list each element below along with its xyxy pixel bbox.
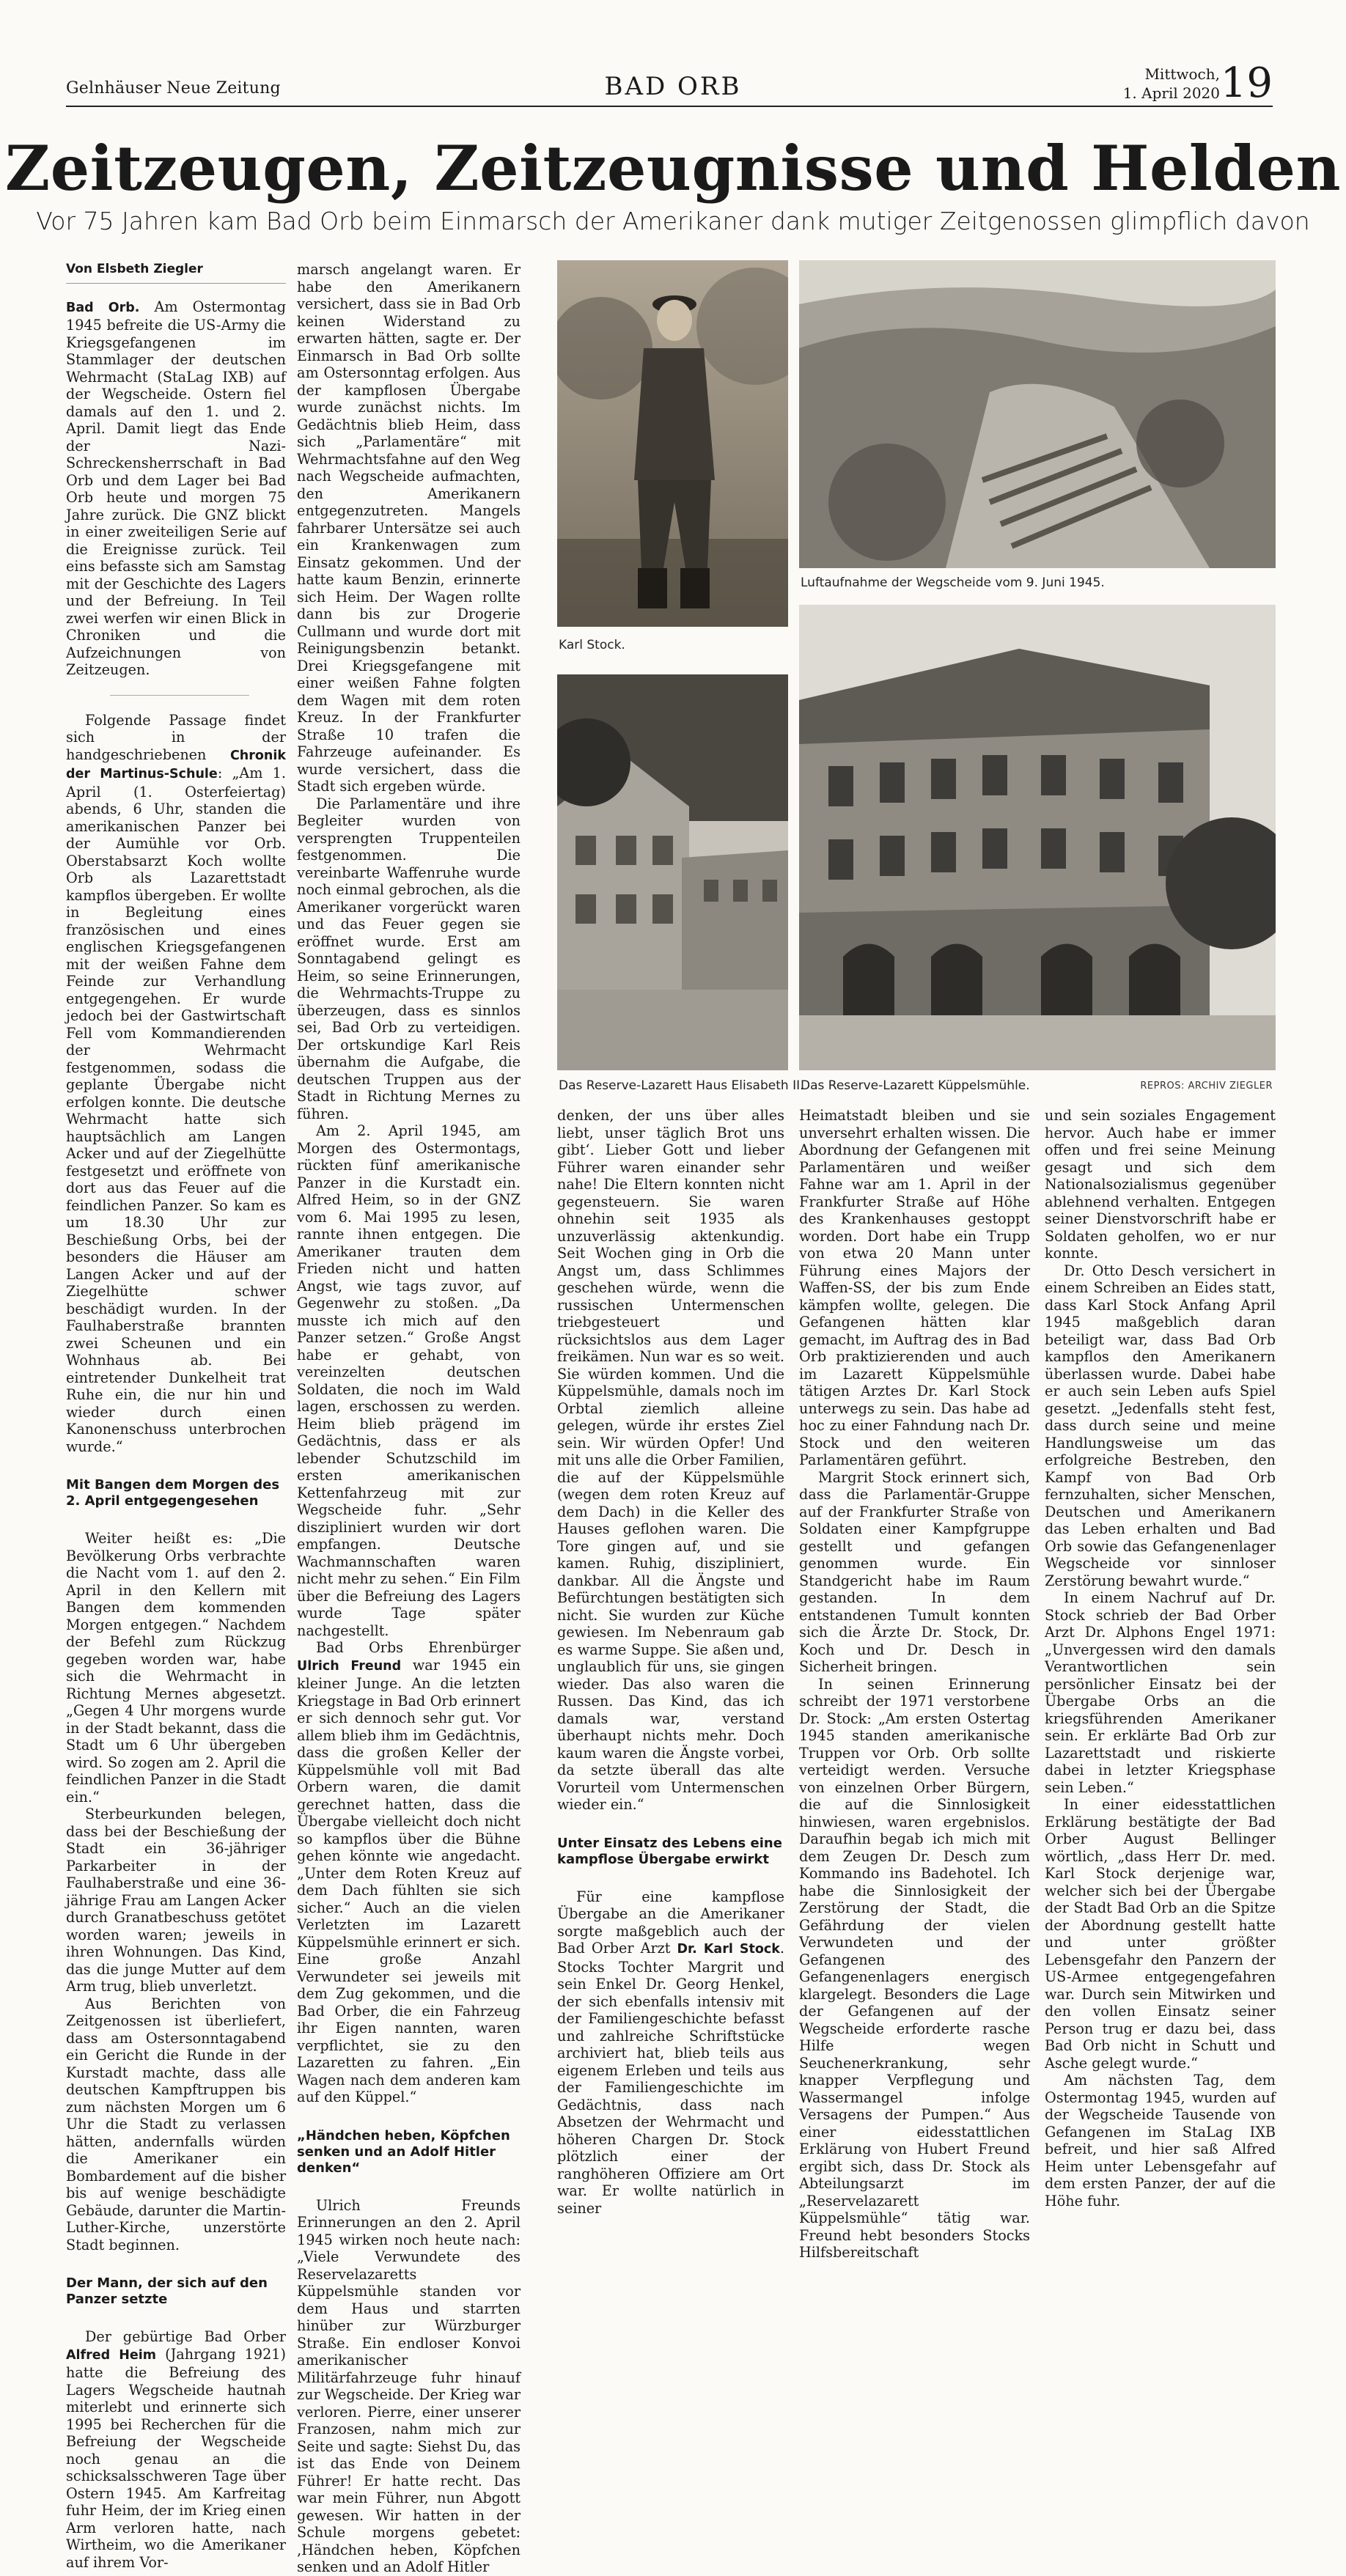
date-day: 1. April 2020 xyxy=(1122,84,1220,102)
photo-karl-stock xyxy=(557,260,788,627)
paragraph: und sein soziales Engagement hervor. Auch habe er immer offen und frei seine Meinung gesagt und sich dem Nationalsozialismus gegenüber ablehnend verhalten. Entgegen seiner Dienstvorschrift habe er Soldaten geholfen, wo er nur konnte. xyxy=(1045,1107,1276,1262)
paragraph: Die Parlamentäre und ihre Begleiter wurden von versprengten Truppenteilen festgenommen. Die vereinbarte Waffenruhe wurde noch einmal gebrochen, als die Amerikaner vorgerückt waren und das Feuer gegen sie eröffnet wurde. Erst am Sonntagabend gelingt es Heim, so seine Erinnerungen, die Wehrmachts-Truppe zu überzeugen, dass es sinnlos sei, Bad Orb zu verteidigen. Der ortskundige Karl Reis übernahm die Aufgabe, die deutschen Truppen aus der Stadt in Richtung Mernes zu führen. xyxy=(297,795,521,1122)
subheading: Unter Einsatz des Lebens eine kampflose Übergabe erwirkt xyxy=(557,1835,782,1867)
paragraph: denken, der uns über alles liebt, unser täglich Brot uns gibt‘. Lieber Gott und lieber Führer waren einander sehr nahe! Die Eltern konnten nicht gegensteuern. Sie waren ohnehin seit 1935 als unzuverlässig aktenkundig. Seit Wochen ging in Orb die Angst um, dass Schlimmes geschehen würde, wenn die russischen Untermenschen triebgesteuert und rücksichtslos aus dem Lager freikämen. Nun war es so weit. Sie würden kommen. Und die Küppelsmühle, damals noch im Orbtal ziemlich alleine gelegen, würde ihr erstes Ziel sein. Wir würden Opfer! Und mit uns alle die Orber Familien, die auf der Küppelsmühle (wegen dem roten Kreuz auf dem Dach) in die Keller des Hauses geflohen waren. Die Tore gingen auf, und sie kamen. Ruhig, diszipliniert, dankbar. All die Ängste und Befürchtungen bestätigten sich nicht. Sie wurden zur Küche gewiesen. Im Nebenraum gab es warme Suppe. Sie aßen und, unglaublich für uns, sie gingen wieder. Das also waren die Russen. Das Kind, das ich damals war, verstand überhaupt nichts mehr. Doch kaum waren die Ängste vorbei, da setzte überall das alte Vorurteil vom Untermenschen wieder ein.“ xyxy=(557,1107,784,1813)
paragraph: Für eine kampflose Übergabe an die Amerikaner sorgte maßgeblich auch der Bad Orber Arzt Dr. Karl Stock. Stocks Tochter Margrit und sein Enkel Dr. Georg Henkel, der sich ebenfalls intensiv mit der Familiengeschichte befasst und zahlreiche Schriftstücke archiviert hat, blieb teils aus eigenem Erleben und teils aus der Familiengeschichte im Gedächtnis, dass nach Absetzen der Wehrmacht und höheren Chargen Dr. Stock plötzlich einer der ranghöheren Offiziere am Ort war. Er wollte natürlich in seiner xyxy=(557,1888,785,2217)
subheading: „Händchen heben, Köpfchen senken und an Adolf Hitler denken“ xyxy=(297,2127,510,2176)
dateline: Bad Orb. xyxy=(66,300,140,315)
subheading: Der Mann, der sich auf den Panzer setzte xyxy=(66,2275,268,2307)
paragraph: Dr. Otto Desch versichert in einem Schreiben an Eides statt, dass Karl Stock Anfang April 1945 maßgeblich daran beteiligt war, dass Bad Orb kampflos den Amerikanern überlassen wurde. Dabei habe er auch sein Leben aufs Spiel gesetzt. „Jedenfalls steht fest, dass durch seine und meine Handlungsweise um das erfolgreiche Bestreben, den Kampf von Bad Orb fernzuhalten, sicher Menschen, Deutschen und Amerikanern das Leben erhalten und Bad Orb sowie das Gefangenenlager Wegscheide vor sinnloser Zerstörung bewahrt wurde.“ xyxy=(1045,1262,1276,1589)
text-column-1 xyxy=(66,261,286,2571)
text-column-4 xyxy=(799,1107,1030,2262)
paragraph: Am nächsten Tag, dem Ostermontag 1945, wurden auf der Wegscheide Tausende von Gefangenen im StaLag IXB befreit, und hier saß Alfred Heim unter Lebensgefahr auf dem ersten Panzer, der auf die Höhe fuhr. xyxy=(1045,2072,1276,2209)
photo-kueppelsmuehle xyxy=(799,605,1276,1070)
paragraph: In seinen Erinnerung schreibt der 1971 verstorbene Dr. Stock: „Am ersten Ostertag 1945 standen amerikanische Truppen vor Orb. Orb sollte verteidigt werden. Versuche von einzelnen Orber Bürgern, die auf die Sinnlosigkeit hinwiesen, waren ergebnislos. Daraufhin begab ich mich mit dem Zeugen Dr. Desch zum Kommando ins Badehotel. Ich habe die Sinnlosigkeit der Zerstörung der Stadt, die Gefährdung der vielen Verwundeten und der Gefangenen des Gefangenenlagers energisch klargelegt. Besonders die Lage der Gefangenen auf der Wegscheide erforderte rasche Hilfe wegen Seuchenerkrankung, sehr knapper Verpflegung und Wassermangel infolge Versagens der Pumpen.“ Aus einer eidesstattlichen Erklärung von Hubert Freund ergibt sich, dass Dr. Stock als Abteilungsarzt im „Reservelazarett Küppelsmühle“ tätig war. Freund hebt besonders Stocks Hilfsbereitschaft xyxy=(799,1675,1030,2261)
paragraph: Sterbeurkunden belegen, dass bei der Beschießung der Stadt ein 36-jähriger Parkarbeiter in der Faulhaberstraße und eine 36-jährige Frau am Langen Acker durch Granatbeschuss getötet worden waren; jeweils in ihren Wohnungen. Das Kind, das die junge Mutter auf dem Arm trug, blieb unverletzt. xyxy=(66,1806,286,1995)
photo-haus-elisabeth xyxy=(557,674,788,1070)
photo-credit: REPROS: ARCHIV ZIEGLER xyxy=(1140,1081,1273,1092)
paragraph: Der gebürtige Bad Orber Alfred Heim (Jahrgang 1921) hatte die Befreiung des Lagers Wegscheide hautnah miterlebt und erinnerte sich 1995 bei Recherchen für die Befreiung der Wegscheide noch genau an die schicksalsschweren Tage über Ostern 1945. Am Karfreitag fuhr Heim, der im Krieg einen Arm verloren hatte, nach Wirtheim, wo die Amerikaner auf ihrem Vor- xyxy=(66,2328,286,2571)
article-title: Zeitzeugen, Zeitzeugnisse und Helden xyxy=(4,132,1342,205)
photo-caption: Das Reserve-Lazarett Küppelsmühle. xyxy=(801,1078,1030,1093)
date-weekday: Mittwoch, xyxy=(1144,65,1220,83)
paragraph: Heimatstadt bleiben und sie unversehrt erhalten wissen. Die Abordnung der Gefangenen mit Parlamentären und weißer Fahne war am 1. April in der Frankfurter Straße auf Höhe des Krankenhauses gestoppt worden. Dort habe ein Trupp von etwa 20 Mann unter Führung eines Majors der Waffen-SS, der bis zum Ende kämpfen wollte, gelegen. Die Gefangenen hätten klar gemacht, im Auftrag des in Bad Orb praktizierenden und auch im Lazarett Küppelsmühle tätigen Arztes Dr. Karl Stock unterwegs zu sein. Das habe ad hoc zu einer Fahndung nach Dr. Stock und den weiteren Parlamentären geführt. xyxy=(799,1107,1030,1468)
photo-caption: Luftaufnahme der Wegscheide vom 9. Juni 1945. xyxy=(801,575,1105,590)
byline: Von Elsbeth Ziegler xyxy=(66,261,286,284)
paragraph: Folgende Passage findet sich in der handgeschriebenen Chronik der Martinus-Schule: „Am 1. April (1. Osterfeiertag) abends, 6 Uhr, standen die amerikanischen Panzer bei der Aumühle vor Orb. Oberstabsarzt Koch wollte Orb als Lazarettstadt kampflos übergeben. Er wollte in Begleitung eines französischen und eines englischen Kriegsgefangenen mit der weißen Fahne dem Feinde zur Verhandlung entgegengehen. Er wurde jedoch bei der Gastwirtschaft Fell vom Kommandierenden der Wehrmacht festgenommen, sodass die geplante Übergabe nicht erfolgen konnte. Die deutsche Wehrmacht hatte sich hauptsächlich am Langen Acker und auf der Ziegelhütte festgesetzt und eröffnete von dort aus das Feuer auf die feindlichen Panzer. So kam es um 18.30 Uhr zur Beschießung Orbs, bei der besonders die Häuser am Langen Acker und auf der Ziegelhütte schwer beschädigt wurden. In der Faulhaberstraße brannten zwei Scheunen und ein Wohnhaus ab. Bei eintretender Dunkelheit trat Ruhe ein, die nur hin und wieder durch einen Kanonenschuss unterbrochen wurde.“ xyxy=(66,711,286,1455)
paragraph: In einer eidesstattlichen Erklärung bestätigte der Bad Orber August Bellinger wörtlich, „dass Herr Dr. med. Karl Stock derjenige war, welcher sich bei der Übergabe der Stadt Bad Orb an die Spitze der Abordnung gestellt hatte und unter größter Lebensgefahr den Panzern der US-Armee entgegengefahren war. Durch sein Mitwirken und den vollen Einsatz seiner Person trug er dazu bei, dass Bad Orb nicht in Schutt und Asche gelegt wurde.“ xyxy=(1045,1796,1276,2072)
text-column-2 xyxy=(297,261,521,2576)
paragraph: Ulrich Freunds Erinnerungen an den 2. April 1945 wirken noch heute nach: „Viele Verwundete des Reservelazaretts Küppelsmühle standen vor dem Haus und starrten hinüber zur Würzburger Straße. Ein endloser Konvoi amerikanischer Militärfahrzeuge fuhr hinauf zur Wegscheide. Der Krieg war verloren. Pierre, einer unserer Franzosen, nahm mich zur Seite und sagte: Siehst Du, das ist das Ende von Deinem Führer! Er hatte recht. Das war mein Führer, nun Abgott gewesen. Wir hatten in der Schule morgens gebetet: ‚Händchen heben, Köpfchen senken und an Adolf Hitler xyxy=(297,2196,521,2575)
paragraph: Am 2. April 1945, am Morgen des Ostermontags, rückten fünf amerikanische Panzer in die Kurstadt ein. Alfred Heim, so in der GNZ vom 6. Mai 1995 zu lesen, rannte ihnen entgegen. Die Amerikaner trauten dem Frieden nicht und hatten Angst, wie tags zuvor, auf Gegenwehr zu stoßen. „Da musste ich mich auf den Panzer setzen.“ Große Angst habe er gehabt, von vereinzelten deutschen Soldaten, die noch im Wald lagen, erschossen zu werden. Heim blieb prägend im Gedächtnis, dass er als lebender Schutzschild im ersten amerikanischen Kettenfahrzeug mit zur Wegscheide fuhr. „Sehr diszipliniert wurden wir dort empfangen. Deutsche Wachmannschaften waren nicht mehr zu sehen.“ Ein Film über die Befreiung des Lagers wurde Tage später nachgestellt. xyxy=(297,1122,521,1639)
photo-aerial-wegscheide xyxy=(799,260,1276,568)
paragraph: marsch angelangt waren. Er habe den Amerikanern versichert, dass sie in Bad Orb keinen Widerstand zu erwarten hätten, sagte er. Der Einmarsch in Bad Orb sollte am Ostersonntag erfolgen. Aus der kampflosen Übergabe wurde zunächst nichts. Im Gedächtnis blieb Heim, dass sich „Parlamentäre“ mit Wehrmachtsfahne auf den Weg nach Wegscheide aufmachten, den Amerikanern entgegenzutreten. Mangels fahrbarer Untersätze sei auch ein Krankenwagen zum Einsatz gekommen. Und der hatte kaum Benzin, erinnerte sich Heim. Der Wagen rollte dann bis zur Drogerie Cullmann und wurde dort mit Reinigungsbenzin betankt. Drei Kriegsgefangene mit einer weißen Fahne folgten dem Wagen mit dem roten Kreuz. In der Frankfurter Straße 10 trafen die Fahrzeuge aufeinander. Es wurde versichert, dass die Stadt sich ergeben würde. xyxy=(297,261,521,795)
newspaper-name: Gelnhäuser Neue Zeitung xyxy=(66,79,281,97)
paragraph: Weiter heißt es: „Die Bevölkerung Orbs verbrachte die Nacht vom 1. auf den 2. April in den Kellern mit Bangen dem kommenden Morgen entgegen.“ Nachdem der Befehl zum Rückzug gegeben worden war, habe sich die Wehrmacht in Richtung Mernes abgesetzt. „Gegen 4 Uhr morgens wurde in der Stadt bekannt, dass die Stadt um 6 Uhr übergeben wird. So zogen am 2. April die feindlichen Panzer in die Stadt ein.“ xyxy=(66,1530,286,1806)
photo-caption: Karl Stock. xyxy=(559,638,625,652)
photo-caption: Das Reserve-Lazarett Haus Elisabeth II. xyxy=(559,1078,804,1093)
header-rule xyxy=(66,106,1273,107)
subheading: Mit Bangen dem Morgen des 2. April entgegengesehen xyxy=(66,1477,280,1509)
article-subtitle: Vor 75 Jahren kam Bad Orb beim Einmarsch der Amerikaner dank mutiger Zeitgenossen glimpflich davon xyxy=(36,207,1310,235)
paragraph-divider xyxy=(110,695,249,696)
section-title: BAD ORB xyxy=(604,72,742,101)
paragraph: Margrit Stock erinnert sich, dass die Parlamentär-Gruppe auf der Frankfurter Straße von Soldaten einer Kampfgruppe gestellt und gefangen genommen wurde. Ein Standgericht habe im Raum gestanden. In dem entstandenen Tumult konnten sich die Ärzte Dr. Stock, Dr. Koch und Dr. Desch in Sicherheit bringen. xyxy=(799,1468,1030,1675)
issue-date xyxy=(1123,65,1220,103)
text-column-3 xyxy=(557,1107,784,2217)
paragraph: Aus Berichten von Zeitgenossen ist überliefert, dass am Ostersonntagabend ein Gericht die Runde in der Kurstadt machte, dass alle deutschen Kampftruppen bis zum nächsten Morgen um 6 Uhr die Stadt zu verlassen hätten, andernfalls würden die Amerikaner ein Bombardement auf die bisher bis auf wenige beschädigte Gebäude, darunter die Martin-Luther-Kirche, unzerstörte Stadt beginnen. xyxy=(66,1995,286,2253)
page-number: 19 xyxy=(1220,59,1273,107)
paragraph: In einem Nachruf auf Dr. Stock schrieb der Bad Orber Arzt Dr. Alphons Engel 1971: „Unvergessen wird den damals Verantwortlichen sein persönlicher Einsatz bei der Übergabe Orbs an die kriegsführenden Amerikaner sein. Er erklärte Bad Orb zur Lazarettstadt und riskierte dabei in letzter Kriegsphase sein Leben.“ xyxy=(1045,1589,1276,1796)
text-column-5 xyxy=(1045,1107,1276,2209)
lead-paragraph: Bad Orb. Am Ostermontag 1945 befreite die US-Army die Kriegsgefangenen im Stammlager der deutschen Wehrmacht (StaLag IXB) auf der Wegscheide. Ostern fiel damals auf den 1. und 2. April. Damit liegt das Ende der Nazi-Schreckensherrschaft in Bad Orb und dem Lager bei Bad Orb heute und morgen 75 Jahre zurück. Die GNZ blickt in einer zweiteiligen Serie auf die Ereignisse zurück. Teil eins befasste sich am Samstag mit der Geschichte des Lagers und der Befreiung. In Teil zwei werfen wir einen Blick in Chroniken und die Aufzeichnungen von Zeitzeugen. xyxy=(66,298,286,678)
paragraph: Bad Orbs Ehrenbürger Ulrich Freund war 1945 ein kleiner Junge. An die letzten Kriegstage in Bad Orb erinnert er sich dennoch sehr gut. Vor allem blieb ihm im Gedächtnis, dass die großen Keller der Küppelsmühle voll mit Bad Orbern waren, die damit gerechnet hatten, dass die Übergabe vielleicht doch nicht so kampflos über die Bühne gehen könnte wie angedacht. „Unter dem Roten Kreuz auf dem Dach fühlten sie sich sicher.“ Auch an die vielen Verletzten im Lazarett Küppelsmühle erinnert er sich. Eine große Anzahl Verwundeter sei jeweils mit dem Zug gekommen, und die Bad Orber, die ein Fahrzeug ihr Eigen nannten, waren verpflichtet, sie zu den Lazaretten zu fahren. „Ein Wagen nach dem anderen kam auf den Küppel.“ xyxy=(297,1639,521,2105)
